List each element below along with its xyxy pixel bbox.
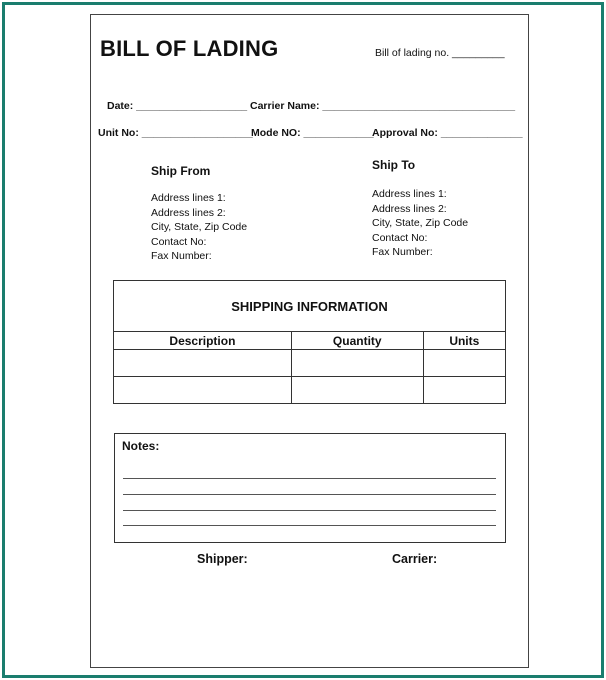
notes-label: Notes: [122, 439, 160, 453]
ship-to-line: Address lines 2: [372, 202, 447, 215]
notes-line[interactable] [123, 525, 496, 526]
mode-no-field: Mode NO: ____________ [251, 127, 374, 139]
table-row [114, 350, 506, 377]
ship-from-line: Contact No: [151, 235, 207, 248]
carrier-signature-label: Carrier: [392, 552, 438, 566]
date-field: Date: ___________________ [107, 100, 248, 112]
ship-to-heading: Ship To [372, 158, 416, 172]
ship-from-line: City, State, Zip Code [151, 221, 248, 234]
approval-no-field: Approval No: ______________ [372, 127, 523, 139]
bol-number-field: Bill of lading no. _________ [375, 47, 505, 59]
document-title: BILL OF LADING [100, 36, 279, 61]
notes-line[interactable] [123, 494, 496, 495]
ship-to-line: Contact No: [372, 231, 428, 244]
notes-box[interactable] [114, 433, 506, 543]
shipping-information-caption: SHIPPING INFORMATION [114, 281, 506, 332]
column-header-units: Units [423, 332, 505, 350]
ship-from-heading: Ship From [151, 164, 211, 178]
ship-to-address [372, 187, 468, 260]
shipping-information-table [113, 280, 506, 404]
ship-to-line: City, State, Zip Code [372, 217, 469, 230]
description-cell[interactable] [114, 350, 292, 377]
column-header-description: Description [114, 332, 292, 350]
quantity-cell[interactable] [291, 377, 423, 404]
ship-from-line: Address lines 2: [151, 206, 226, 219]
ship-from-line: Fax Number: [151, 250, 212, 263]
shipper-signature-label: Shipper: [197, 552, 248, 566]
ship-to-line: Address lines 1: [372, 188, 447, 200]
column-header-quantity: Quantity [291, 332, 423, 350]
notes-line[interactable] [123, 510, 496, 511]
notes-line[interactable] [123, 478, 496, 479]
units-cell[interactable] [423, 350, 505, 377]
carrier-name-field: Carrier Name: _________________________________ [250, 100, 516, 112]
ship-from-address [151, 191, 247, 264]
ship-to-line: Fax Number: [372, 246, 433, 259]
table-row [114, 377, 506, 404]
quantity-cell[interactable] [291, 350, 423, 377]
ship-from-line: Address lines 1: [151, 192, 226, 204]
units-cell[interactable] [423, 377, 505, 404]
unit-no-field: Unit No: ___________________ [98, 127, 253, 139]
description-cell[interactable] [114, 377, 292, 404]
